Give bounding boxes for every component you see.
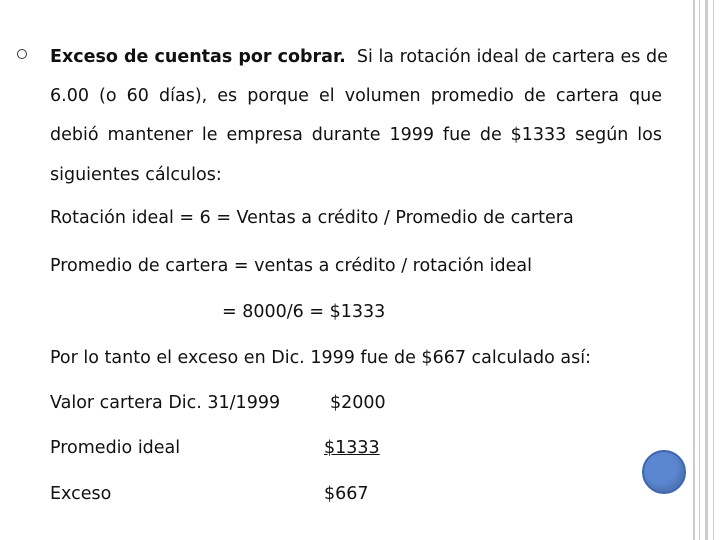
formula-rotation: Rotación ideal = 6 = Ventas a crédito / Promedio de cartera [50, 208, 574, 228]
conclusion-text: Por lo tanto el exceso en Dic. 1999 fue de $667 calculado así: [50, 348, 592, 368]
table-row-value: $2000 [330, 393, 386, 413]
intro-line-3: debió mantener le empresa durante 1999 fue de $1333 según los [50, 125, 662, 145]
formula-average: Promedio de cartera = ventas a crédito / rotación ideal [50, 256, 532, 276]
hollow-bullet-icon [17, 49, 27, 59]
intro-bold-heading: Exceso de cuentas por cobrar. [50, 47, 346, 67]
frame-line [693, 0, 695, 540]
formula-result: = 8000/6 = $1333 [222, 302, 386, 322]
table-row-label: Valor cartera Dic. 31/1999 [50, 393, 281, 413]
frame-line [699, 0, 700, 540]
intro-line-4: siguientes cálculos: [50, 165, 222, 185]
table-row-value: $667 [324, 484, 369, 504]
intro-line-1-rest: Si la rotación ideal de cartera es de [356, 47, 668, 67]
frame-line [713, 0, 714, 540]
table-row-label: Exceso [50, 484, 112, 504]
frame-line [705, 0, 708, 540]
blue-circle-icon [642, 450, 686, 494]
intro-line-2: 6.00 (o 60 días), es porque el volumen promedio de cartera que [50, 86, 662, 106]
table-row-value: $1333 [324, 438, 380, 458]
intro-line-1 [50, 38, 668, 77]
table-row-label: Promedio ideal [50, 438, 181, 458]
